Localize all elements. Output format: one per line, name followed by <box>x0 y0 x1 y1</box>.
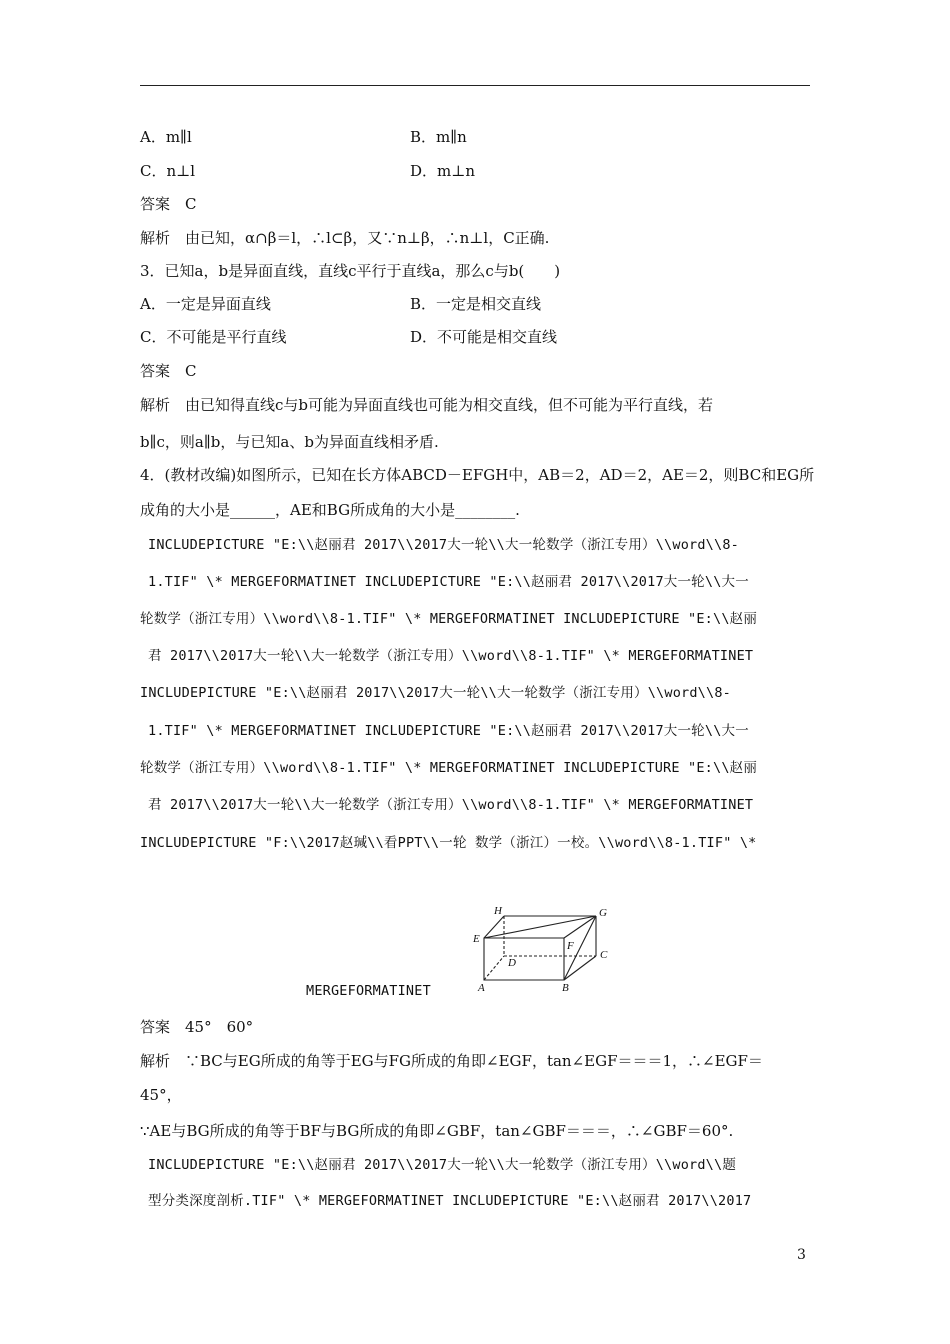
q2-option-a: A．m∥l <box>140 128 192 146</box>
field-code-line: 君 2017\\2017大一轮\\大一轮数学（浙江专用）\\word\\8-1.TIF" \* MERGEFORMATINET <box>148 797 754 813</box>
header-rule <box>140 85 810 86</box>
label-B: B <box>562 982 569 994</box>
q3-option-a: A．一定是异面直线 <box>140 295 271 313</box>
q4-stem-line1: 4．(教材改编)如图所示，已知在长方体ABCD－EFGH中，AB＝2，AD＝2，AE＝2，则BC和EG所 <box>140 466 815 484</box>
q3-analysis-line1: 解析 由已知得直线c与b可能为异面直线也可能为相交直线，但不可能为平行直线，若 <box>140 396 714 414</box>
field-code-line: INCLUDEPICTURE "E:\\赵丽君 2017\\2017大一轮\\大一轮数学（浙江专用）\\word\\8- <box>140 685 731 701</box>
mergeformat-text: MERGEFORMATINET <box>306 983 431 999</box>
field-code-line: 轮数学（浙江专用）\\word\\8-1.TIF" \* MERGEFORMATINET INCLUDEPICTURE "E:\\赵丽 <box>140 611 758 627</box>
q3-answer: 答案 C <box>140 362 197 380</box>
field-code-line: 1.TIF" \* MERGEFORMATINET INCLUDEPICTURE "E:\\赵丽君 2017\\2017大一轮\\大一 <box>148 574 749 590</box>
q4-stem-line2: 成角的大小是______，AE和BG所成角的大小是________. <box>140 501 520 519</box>
face-front <box>484 938 564 980</box>
field-code-line: 1.TIF" \* MERGEFORMATINET INCLUDEPICTURE "E:\\赵丽君 2017\\2017大一轮\\大一 <box>148 723 749 739</box>
q4-answer: 答案 45° 60° <box>140 1018 254 1036</box>
page-number: 3 <box>797 1247 806 1263</box>
q2-option-b: B．m∥n <box>410 128 467 146</box>
q4-analysis-line3: ∵AE与BG所成的角等于BF与BG所成的角即∠GBF，tan∠GBF＝＝＝，∴∠GBF＝60°. <box>140 1122 734 1140</box>
q3-analysis-line2: b∥c，则a∥b，与已知a、b为异面直线相矛盾. <box>140 433 439 451</box>
label-F: F <box>567 940 574 952</box>
q2-option-d: D．m⊥n <box>410 162 476 180</box>
label-C: C <box>600 949 608 961</box>
q3-option-b: B．一定是相交直线 <box>410 295 542 313</box>
field-code-line: 君 2017\\2017大一轮\\大一轮数学（浙江专用）\\word\\8-1.TIF" \* MERGEFORMATINET <box>148 648 754 664</box>
cuboid-figure <box>464 900 614 995</box>
edge-AD-hidden <box>484 956 504 980</box>
q4-analysis-line1: 解析 ∵BC与EG所成的角等于EG与FG所成的角即∠EGF，tan∠EGF＝＝＝1，∴∠EGF＝ <box>140 1052 763 1070</box>
label-G: G <box>599 907 607 919</box>
q3-option-c: C．不可能是平行直线 <box>140 328 287 346</box>
field-code-line: INCLUDEPICTURE "E:\\赵丽君 2017\\2017大一轮\\大一轮数学（浙江专用）\\word\\题 <box>148 1157 737 1173</box>
q2-analysis: 解析 由已知，α∩β＝l，∴l⊂β，又∵n⊥β，∴n⊥l，C正确. <box>140 229 550 247</box>
field-code-line: 型分类深度剖析.TIF" \* MERGEFORMATINET INCLUDEPICTURE "E:\\赵丽君 2017\\2017 <box>148 1193 752 1209</box>
label-D: D <box>508 957 516 969</box>
field-code-line: INCLUDEPICTURE "F:\\2017赵瑊\\看PPT\\一轮 数学（浙江）一校。\\word\\8-1.TIF" \* <box>140 835 757 851</box>
field-code-line: 轮数学（浙江专用）\\word\\8-1.TIF" \* MERGEFORMATINET INCLUDEPICTURE "E:\\赵丽 <box>140 760 758 776</box>
label-A: A <box>478 982 485 994</box>
q3-option-d: D．不可能是相交直线 <box>410 328 558 346</box>
field-code-line: INCLUDEPICTURE "E:\\赵丽君 2017\\2017大一轮\\大一轮数学（浙江专用）\\word\\8- <box>148 537 739 553</box>
edge-BC <box>564 956 596 980</box>
q2-answer: 答案 C <box>140 195 197 213</box>
label-H: H <box>494 905 502 917</box>
q2-option-c: C．n⊥l <box>140 162 196 180</box>
q3-stem: 3．已知a，b是异面直线，直线c平行于直线a，那么c与b( ) <box>140 262 561 280</box>
label-E: E <box>473 933 480 945</box>
q4-analysis-line2: 45°， <box>140 1086 182 1104</box>
